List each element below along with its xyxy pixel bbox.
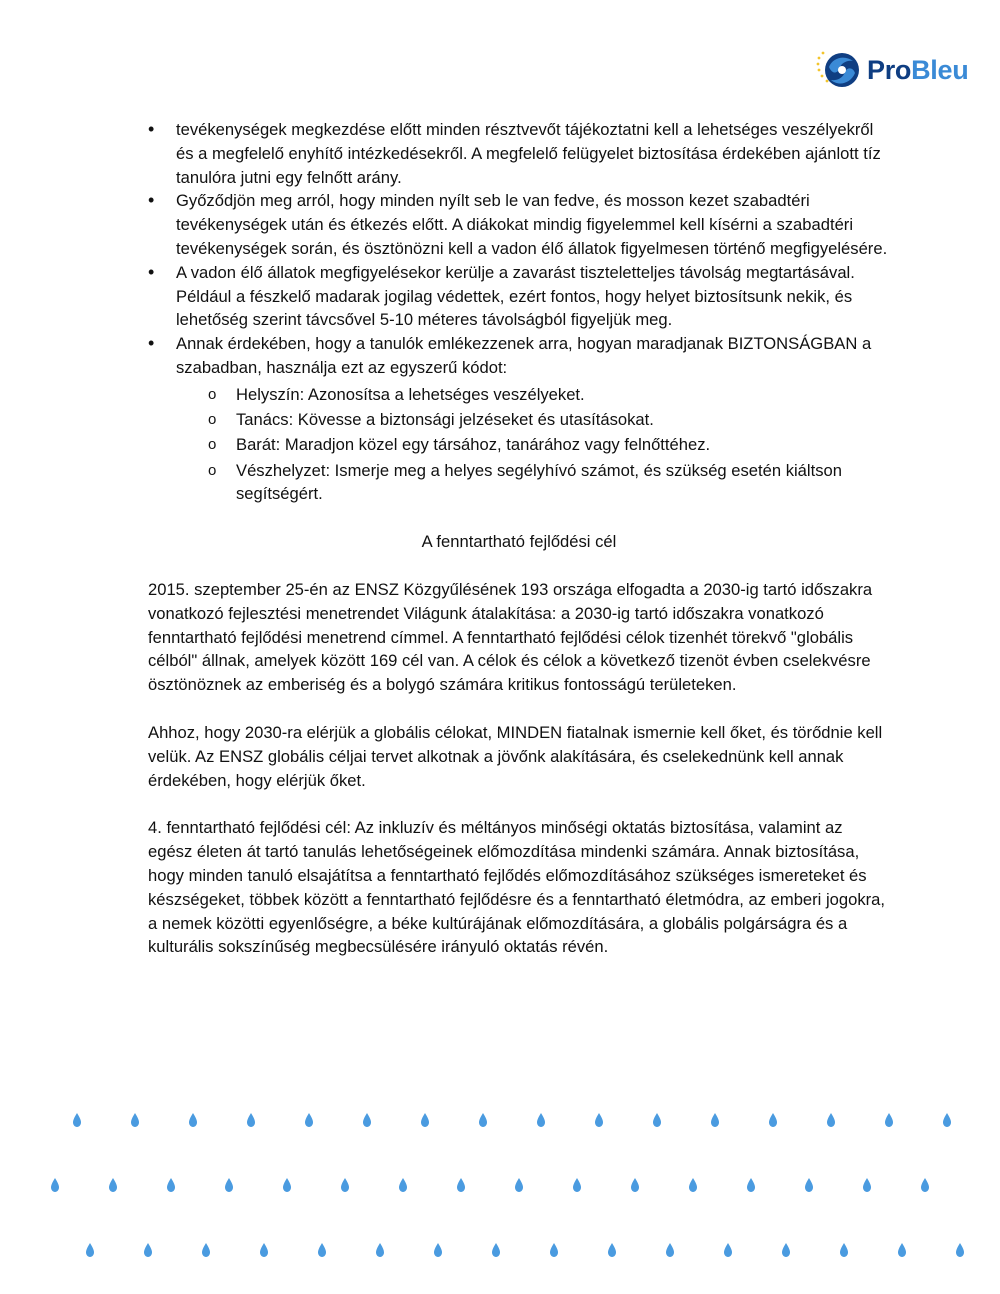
bullet-item: • tevékenységek megkezdése előtt minden résztvevőt tájékoztatni kell a lehetséges veszélyekről és a megfelelő enyhítő intézkedésekről. A megfelelő felügyelet biztosítása érdekében ajánlott tíz tanulóra jutni egy felnőtt arány. [148, 118, 890, 189]
paragraph: 2015. szeptember 25-én az ENSZ Közgyűlésének 193 országa elfogadta a 2030-ig tartó időszakra vonatkozó fejlesztési menetrendet Világunk átalakítása: a 2030-ig tartó időszakra vonatkozó fenntartható fejlődési menetrend címmel. A fenntartható fejlődési célok tizenhét törekvő "globális célból" állnak, amelyek között 169 cél van. A célok és célok a következő tizenöt évben cselekvésre ösztönöznek az emberiség és a bolygó számára kritikus fontosságú területeken. [148, 580, 873, 695]
sub-item: o Barát: Maradjon közel egy társához, tanárához vagy felnőttéhez. [176, 433, 890, 457]
water-drop-icon [341, 1178, 349, 1192]
water-drop-icon [189, 1113, 197, 1127]
bullet-item [148, 332, 890, 506]
safety-code-list [176, 383, 890, 506]
water-drop-icon [363, 1113, 371, 1127]
probleu-globe-icon [815, 47, 861, 93]
paragraph: Ahhoz, hogy 2030-ra elérjük a globális célokat, MINDEN fiatalnak ismernie kell őket, és törődnie kell velük. Az ENSZ globális céljai tervet alkotnak a jövőnk alakítására, és cselekednünk kell annak érdekében, hogy elérjük őket. [148, 723, 883, 790]
water-drop-icon [898, 1243, 906, 1257]
water-drop-icon [631, 1178, 639, 1192]
water-drop-icon [225, 1178, 233, 1192]
water-drop-icon [653, 1113, 661, 1127]
water-drop-icon [608, 1243, 616, 1257]
safety-bullet-list [148, 118, 890, 506]
water-drop-icon [595, 1113, 603, 1127]
water-drop-icon [711, 1113, 719, 1127]
water-drop-icon [376, 1243, 384, 1257]
water-drop-icon [479, 1113, 487, 1127]
water-drop-icon [73, 1113, 81, 1127]
water-drop-icon [863, 1178, 871, 1192]
water-drop-icon [260, 1243, 268, 1257]
sub-item: o Helyszín: Azonosítsa a lehetséges veszélyeket. [176, 383, 890, 407]
water-drop-icon [805, 1178, 813, 1192]
bullet-item: • A vadon élő állatok megfigyelésekor kerülje a zavarást tiszteletteljes távolság megtartásával. Például a fészkelő madarak jogilag védettek, ezért fontos, hogy helyet biztosítsunk nekik, és lehetőség szerint távcsővel 5-10 méteres távolságból figyeljük meg. [148, 261, 890, 332]
water-drop-pattern [0, 1100, 1000, 1270]
paragraph: 4. fenntartható fejlődési cél: Az inkluzív és méltányos minőségi oktatás biztosítása, valamint az egész életen át tartó tanulás lehetőségeinek előmozdítása mindenki számára. Annak biztosítása, hogy minden tanuló elsajátítsa a fenntartható fejlődés előmozdításához szükséges ismereteket és készségeket, többek között a fenntartható fejlődésre és a fenntartható életmódra, az emberi jogokra, a nemek közötti egyenlőségre, a béke kultúrájának előmozdítására, a globális polgárságra és a kulturális sokszínűség megbecsülésére irányuló oktatás révén. [148, 818, 886, 957]
document-body [148, 118, 890, 983]
water-drop-icon [421, 1113, 429, 1127]
water-drop-icon [167, 1178, 175, 1192]
water-drop-icon [550, 1243, 558, 1257]
water-drop-icon [689, 1178, 697, 1192]
water-drop-icon [283, 1178, 291, 1192]
water-drop-icon [885, 1113, 893, 1127]
sub-item: o Tanács: Kövesse a biztonsági jelzéseket és utasításokat. [176, 408, 890, 432]
sub-item: o Vészhelyzet: Ismerje meg a helyes segélyhívó számot, és szükség esetén kiáltson segítségért. [176, 459, 890, 507]
water-drop-icon [956, 1243, 964, 1257]
water-drop-icon [769, 1113, 777, 1127]
water-drop-icon [457, 1178, 465, 1192]
water-drop-icon [51, 1178, 59, 1192]
logo-text-pro: Pro [867, 54, 912, 85]
bullet-item-text: Annak érdekében, hogy a tanulók emlékezzenek arra, hogyan maradjanak BIZTONSÁGBAN a szabadban, használja ezt az egyszerű kódot: [176, 334, 872, 377]
water-drop-icon [492, 1243, 500, 1257]
water-drop-icon [537, 1113, 545, 1127]
water-drop-icon [943, 1113, 951, 1127]
water-drop-icon [827, 1113, 835, 1127]
water-drop-icon [782, 1243, 790, 1257]
water-drop-icon [202, 1243, 210, 1257]
water-drop-icon [318, 1243, 326, 1257]
water-drop-icon [573, 1178, 581, 1192]
probleu-logo [815, 46, 968, 94]
water-drop-icon [131, 1113, 139, 1127]
water-drop-icon [434, 1243, 442, 1257]
water-drop-icon [144, 1243, 152, 1257]
water-drop-icon [724, 1243, 732, 1257]
section-heading: A fenntartható fejlődési cél [421, 532, 617, 552]
water-drop-icon [247, 1113, 255, 1127]
water-drop-icon [515, 1178, 523, 1192]
water-drop-icon [840, 1243, 848, 1257]
water-drop-icon [747, 1178, 755, 1192]
logo-text-bleu: Bleu [911, 54, 969, 85]
water-drop-icon [666, 1243, 674, 1257]
water-drop-icon [109, 1178, 117, 1192]
logo-wordmark [867, 55, 968, 86]
bullet-item: • Győződjön meg arról, hogy minden nyílt seb le van fedve, és mosson kezet szabadtéri tevékenységek után és étkezés előtt. A diákokat mindig figyelemmel kell kísérni a szabadtéri tevékenységek során, és ösztönözni kell a vadon élő állatok figyelmesen történő megfigyelésére. [148, 189, 890, 260]
water-drop-icon [86, 1243, 94, 1257]
water-drop-icon [921, 1178, 929, 1192]
water-drop-icon [399, 1178, 407, 1192]
water-drop-icon [305, 1113, 313, 1127]
